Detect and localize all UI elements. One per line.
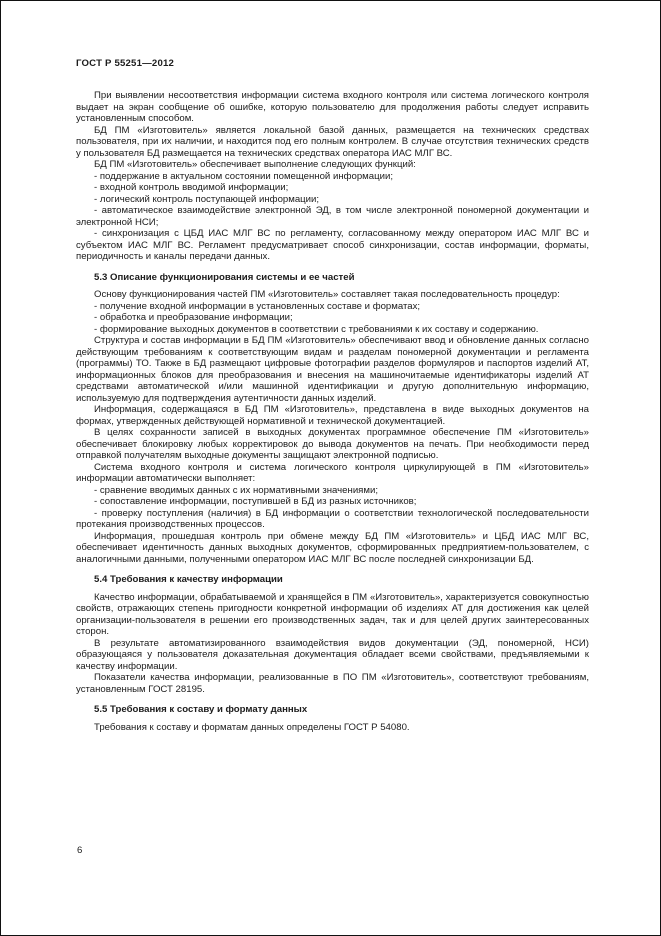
list-item: - сопоставление информации, поступившей в БД из разных источников; [94, 496, 417, 507]
document-header-title: ГОСТ Р 55251—2012 [76, 58, 175, 69]
section-heading: 5.5 Требования к составу и формату данных [94, 704, 308, 715]
paragraph: Требования к составу и форматам данных определены ГОСТ Р 54080. [94, 721, 410, 733]
document-body [76, 90, 589, 733]
paragraph: Информация, прошедшая контроль при обмене между БД ПМ «Изготовитель» и ЦБД ИАС МЛГ ВС, обеспечивает идентичность данных выходных документов, сформированных предприятием-пользователем, с аналогичными данными, полученными оператором ИАС МЛГ ВС после последней синхронизации БД. [76, 530, 589, 565]
paragraph: Качество информации, обрабатываемой и хранящейся в ПМ «Изготовитель», характеризуется совокупностью свойств, отражающих степень пригодности конкретной информации об изделиях АТ для достижения как целей организации-пользователя в решении его производственных задач, так и для целей других заинтересованных сторон. [76, 591, 589, 637]
section-heading: 5.3 Описание функционирования системы и ее частей [94, 271, 355, 283]
list-item: - синхронизация с ЦБД ИАС МЛГ ВС по регламенту, согласованному между оператором ИАС МЛГ ВС и субъектом ИАС МЛГ ВС. Регламент предусматривает способ синхронизации, состав информации, форматы, периодичность и каналы передачи данных. [76, 228, 589, 262]
list-item: - поддержание в актуальном состоянии помещенной информации; [94, 170, 393, 182]
paragraph: В целях сохранности записей в выходных документах программное обеспечение ПМ «Изготовитель» обеспечивает блокировку любых корректировок до вывода документов на печать. При необходимости перед отправкой получателям выходные документы защищают электронной подписью. [76, 427, 589, 461]
list-item: - автоматическое взаимодействие электронной ЭД, в том числе электронной пономерной документации и электронной НСИ; [76, 205, 589, 228]
page-number: 6 [77, 845, 83, 856]
list-item: - формирование выходных документов в соответствии с требованиями к их составу и содержанию. [94, 323, 539, 335]
paragraph: Информация, содержащаяся в БД ПМ «Изготовитель», представлена в виде выходных документов на формах, утвержденных действующей нормативной и технической документацией. [76, 404, 589, 427]
list-item: - входной контроль вводимой информации; [94, 182, 289, 193]
list-item: - обработка и преобразование информации; [94, 312, 293, 323]
paragraph: Основу функционирования частей ПМ «Изготовитель» составляет такая последовательность процедур: [94, 289, 560, 300]
section-heading: 5.4 Требования к качеству информации [94, 574, 283, 585]
paragraph: Структура и состав информации в БД ПМ «Изготовитель» обеспечивают ввод и обновление данных согласно действующим требованиям к соответствующим видам и разделам пономерной документации и регламента (программы) ТО. Также в БД размещают цифровые фотографии разделов формуляров и паспортов изделий АТ, информационных блоков для преобразования и внесения на машиночитаемые идентификаторы изделий АТ средствами автоматической и/или машинной идентификации и другую дополнительную информацию, используемую для подтверждения аутентичности данных изделий. [76, 335, 589, 404]
list-item: - проверку поступления (наличия) в БД информации о соответствии технологической последовательности протекания производственных процессов. [76, 507, 589, 530]
paragraph: БД ПМ «Изготовитель» обеспечивает выполнение следующих функций: [94, 159, 416, 170]
list-item: - сравнение вводимых данных с их нормативными значениями; [94, 484, 378, 496]
list-item: - логический контроль поступающей информации; [94, 193, 320, 205]
list-item: - получение входной информации в установленных составе и форматах; [94, 300, 421, 312]
paragraph: При выявлении несоответствия информации система входного контроля или система логического контроля выдает на экран сообщение об ошибке, которую пользователю для продолжения работы следует исправить установленным способом. [76, 90, 589, 124]
paragraph: Показатели качества информации, реализованные в ПО ПМ «Изготовитель», соответствуют требованиям, установленным ГОСТ 28195. [76, 672, 589, 695]
paragraph: Система входного контроля и система логического контроля циркулирующей в ПМ «Изготовитель» информации автоматически выполняет: [76, 461, 589, 484]
paragraph: В результате автоматизированного взаимодействия видов документации (ЭД, пономерной, НСИ) образующаяся у пользователя доказательная документация обладает всеми свойствами, предъявляемыми к качеству информации. [76, 637, 589, 672]
paragraph: БД ПМ «Изготовитель» является локальной базой данных, размещается на технических средствах пользователя, при их наличии, и находится под его полным контролем. В случае отсутствия технических средств у пользователя БД размещается на технических средствах оператора ИАС МЛГ ВС. [76, 124, 589, 159]
